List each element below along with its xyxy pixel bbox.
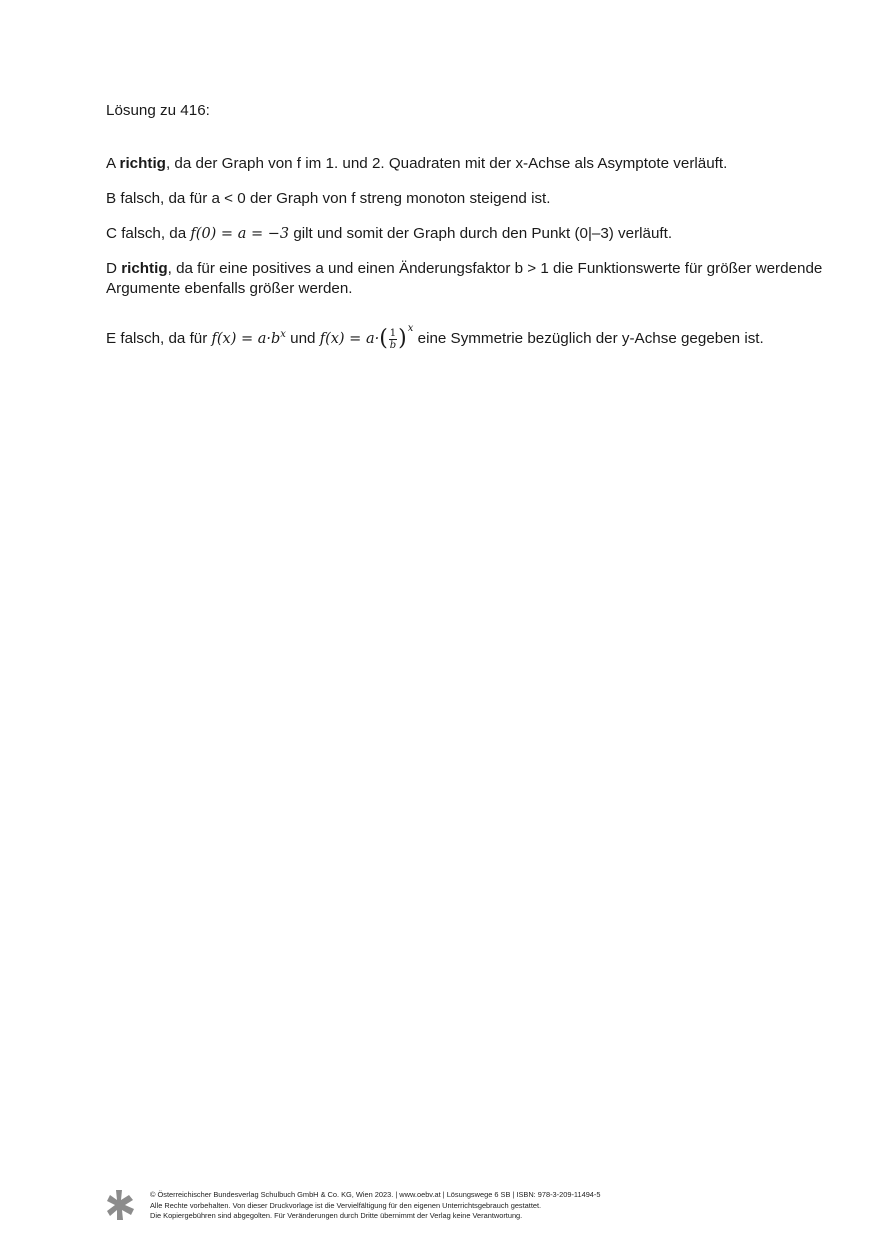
item-e-before: E falsch, da für	[106, 330, 212, 347]
item-b-text: B falsch, da für a < 0 der Graph von f streng monoton steigend ist.	[106, 190, 551, 207]
item-d	[106, 259, 826, 299]
item-c-before: C falsch, da	[106, 225, 191, 242]
item-e-middle: und	[285, 330, 320, 347]
fraction	[389, 328, 397, 351]
item-c	[106, 224, 826, 244]
item-a-keyword: richtig	[119, 155, 166, 172]
item-e-formula-2-base: f(x) = a·	[319, 331, 380, 347]
right-paren: )	[398, 326, 407, 351]
item-d-letter: D	[106, 260, 117, 277]
item-d-text-line2: Argumente ebenfalls größer werden.	[106, 280, 353, 297]
footer-text	[150, 1190, 601, 1222]
item-e-fraction-group	[379, 328, 407, 351]
item-e	[106, 319, 826, 351]
item-e-formula-2-exponent: x	[407, 323, 414, 334]
solution-title: Lösung zu 416:	[106, 102, 210, 119]
fraction-numerator: 1	[389, 327, 397, 339]
item-e-formula-1-base: f(x) = a·b	[211, 331, 281, 347]
item-a-letter: A	[106, 155, 116, 172]
solution-content	[106, 101, 826, 366]
item-d-keyword: richtig	[121, 260, 168, 277]
left-paren: (	[379, 326, 388, 351]
fraction-denominator: b	[389, 339, 397, 351]
page-footer	[106, 1189, 806, 1225]
item-e-formula-2	[319, 323, 414, 351]
item-c-after: gilt und somit der Graph durch den Punkt (0|–3) verläuft.	[289, 225, 673, 242]
footer-line-1: © Österreichischer Bundesverlag Schulbuch GmbH & Co. KG, Wien 2023. | www.oebv.at | Lösungswege 6 SB | ISBN: 978-3-209-11494-5	[150, 1190, 601, 1199]
item-a-text: , da der Graph von f im 1. und 2. Quadraten mit der x-Achse als Asymptote verläuft.	[165, 155, 728, 172]
item-e-formula-1	[212, 331, 286, 347]
oebv-logo-icon	[106, 1189, 136, 1221]
item-e-formula-1-exponent: x	[280, 329, 286, 340]
item-b	[106, 189, 826, 209]
item-c-formula: f(0) = a = −3	[190, 226, 290, 242]
footer-line-3: Die Kopiergebühren sind abgegolten. Für Veränderungen durch Dritte übernimmt der Verlag keine Verantwortung.	[150, 1211, 523, 1220]
item-a	[106, 154, 826, 174]
footer-line-2: Alle Rechte vorbehalten. Von dieser Druckvorlage ist die Vervielfältigung für den eigenen Unterrichtsgebrauch gestattet.	[150, 1200, 542, 1210]
item-e-after: eine Symmetrie bezüglich der y-Achse gegeben ist.	[413, 330, 764, 347]
item-d-text-line1: , da für eine positives a und einen Änderungsfaktor b > 1 die Funktionswerte für größer werdende	[167, 260, 823, 277]
